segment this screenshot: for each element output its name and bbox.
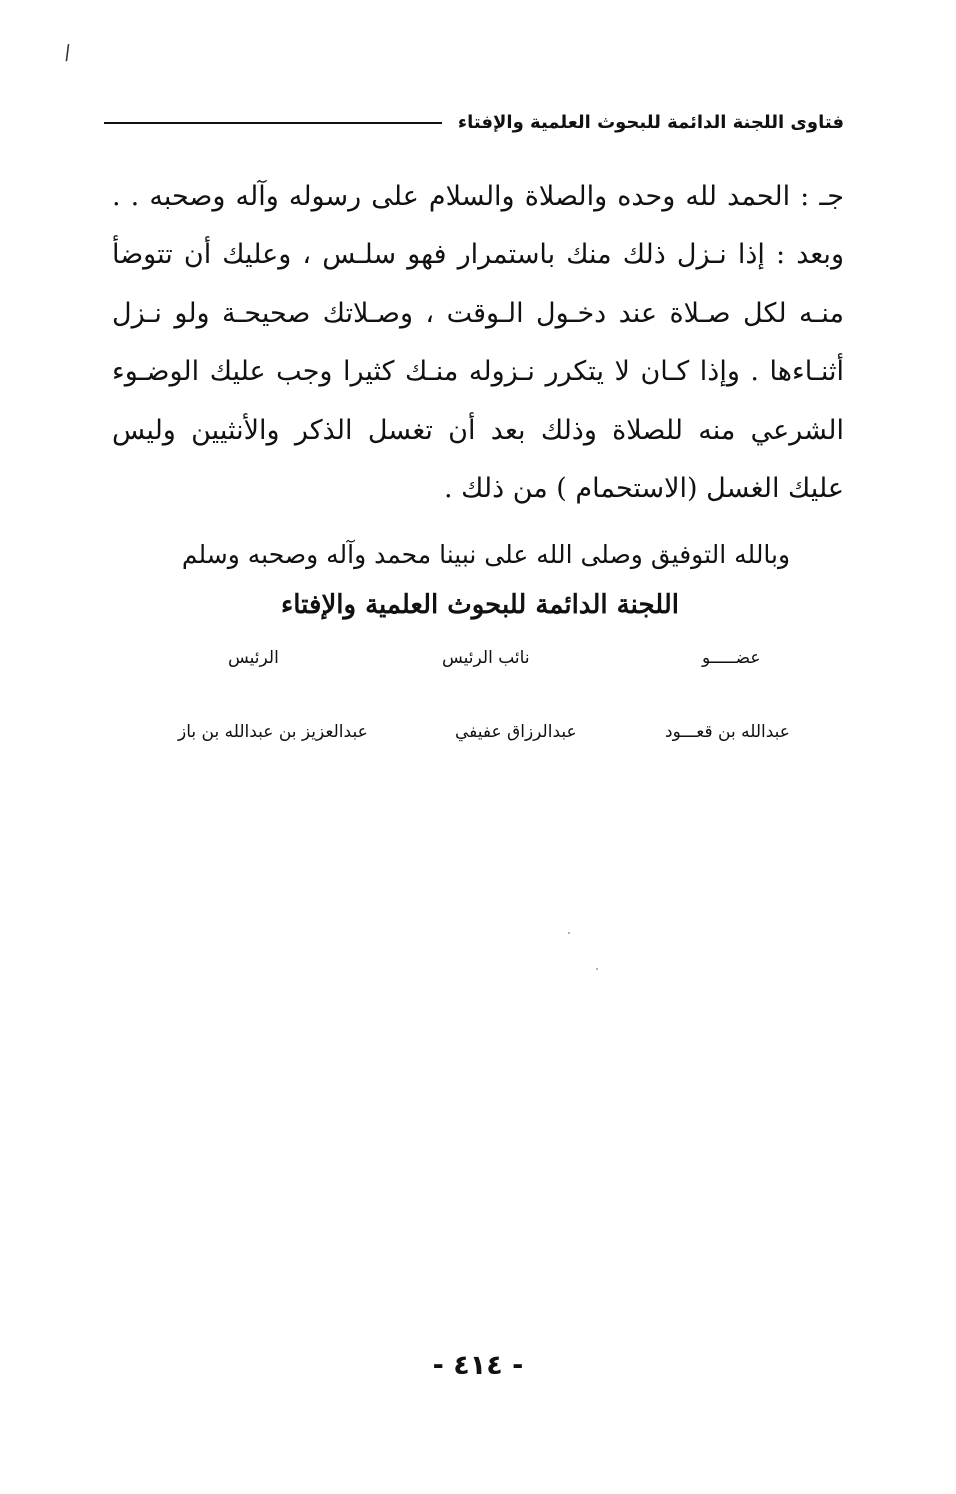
running-header [104,112,844,133]
answer-paragraph: جـ : الحمد لله وحده والصلاة والسلام على رسوله وآله وصحبه . . وبعد : إذا نـزل ذلك منك باستمرار فهو سلـس ، وعليك أن تتوضأ منـه لكل صـلاة عند دخـول الـوقت ، وصـلاتك صحيحـة ولو نـزل أثنـاءها . وإذا كـان لا يتكرر نـزوله منـك كثيرا وجب عليك الوضـوء الشرعي منه للصلاة وذلك بعد أن تغسل الذكر والأنثيين وليس عليك الغسل (الاستحمام ) من ذلك . [112,181,844,505]
closing-prayer: وبالله التوفيق وصلى الله على نبينا محمد وآله وصحبه وسلم [181,540,791,569]
signature-name: عبدالله بن قعـــود [665,722,790,742]
signature-name: عبدالرزاق عفيفي [455,722,577,742]
scan-speck [568,932,570,934]
fatwa-answer [112,168,844,518]
signature-role: عضـــــو [702,648,761,668]
signature-role: الرئيس [228,648,279,668]
signature-role: نائب الرئيس [442,648,530,668]
signature-name: عبدالعزيز بن عبدالله بن باز [178,722,368,742]
page-number: - ٤١٤ - [432,1350,524,1381]
header-rule [104,122,442,124]
header-title: فتاوى اللجنة الدائمة للبحوث العلمية والإفتاء [457,112,844,133]
committee-name: اللجنة الدائمة للبحوث العلمية والإفتاء [281,590,679,620]
scan-speck [596,968,598,970]
corner-pen-mark: / [61,39,73,65]
